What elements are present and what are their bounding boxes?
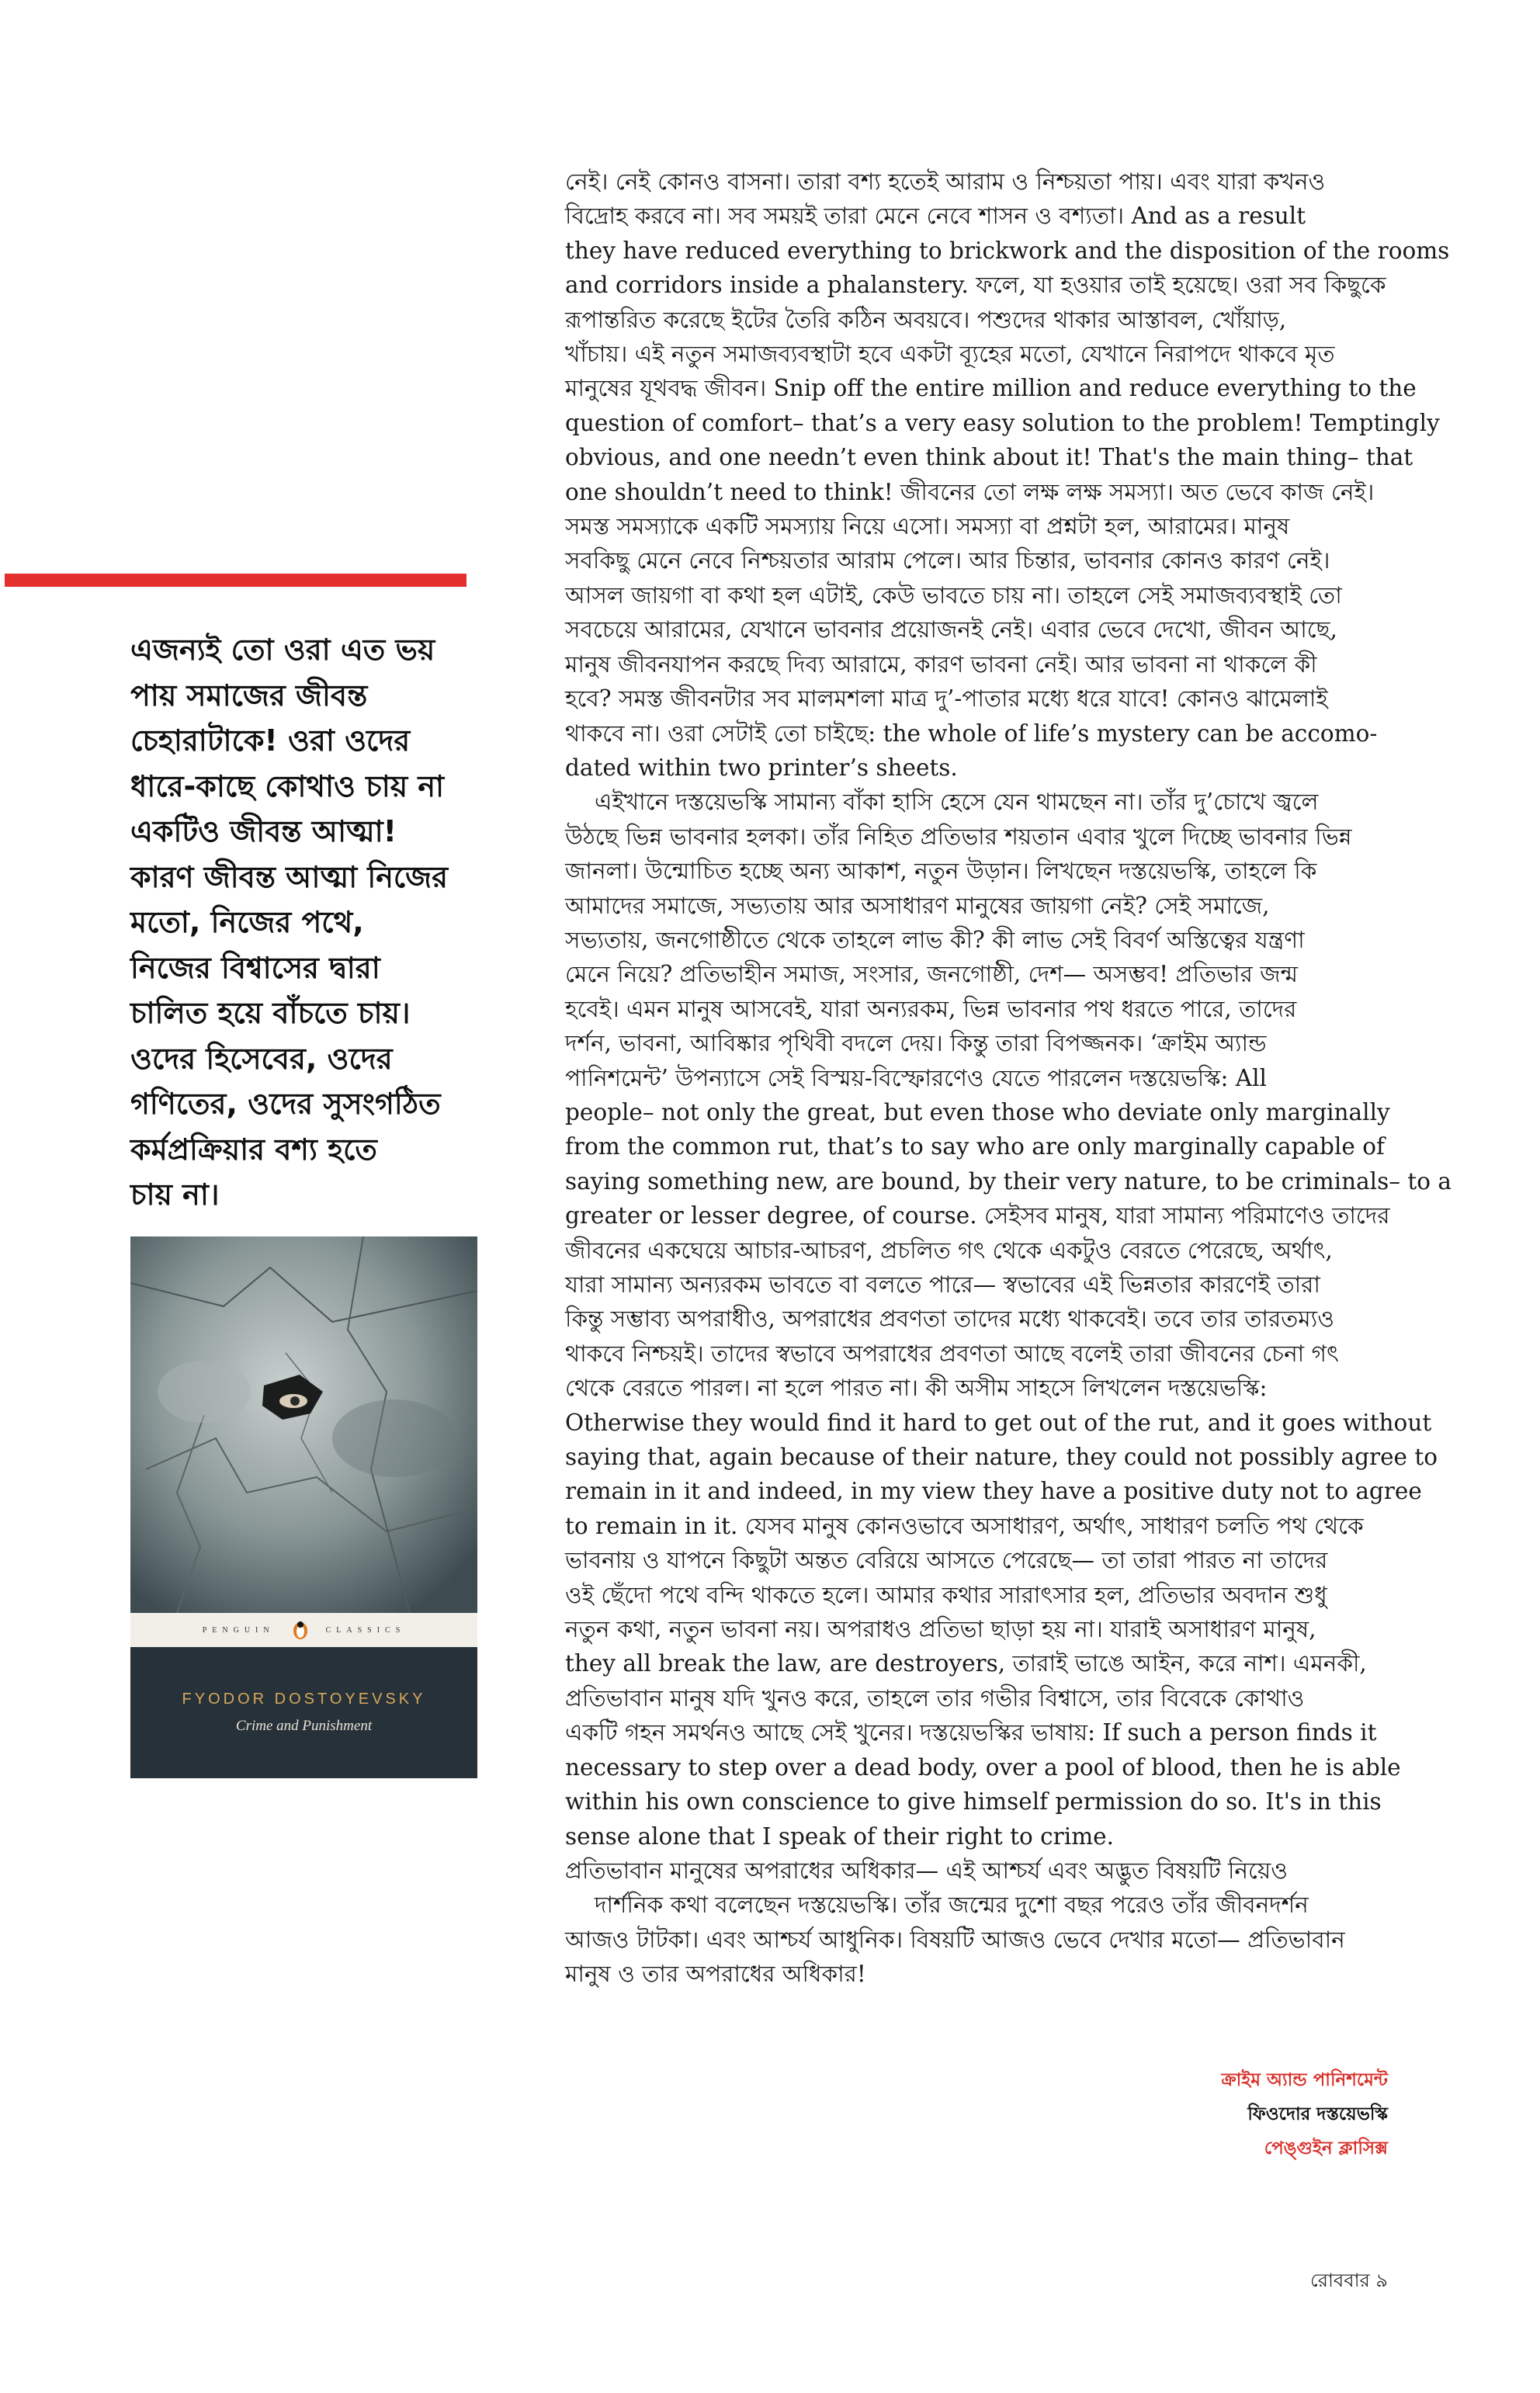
pull-quote (130, 627, 495, 1218)
credit-book-title: ক্রাইম অ্যান্ড পানিশমেন্ট (1221, 2070, 1388, 2090)
article-line: to remain in it. যেসব মানুষ কোনওভাবে অসাধারণ, অর্থাৎ, সাধারণ চলতি পথ থেকে (565, 1512, 1364, 1539)
article-line: আসল জায়গা বা কথা হল এটাই, কেউ ভাবতে চায় না। তাহলে সেই সমাজব্যবস্থাই তো (565, 581, 1342, 609)
article-line: they have reduced everything to brickwork and the disposition of the rooms (565, 237, 1450, 264)
article-line: saying that, again because of their nature, they could not possibly agree to (565, 1444, 1438, 1471)
article-line: saying something new, are bound, by their very nature, to be criminals– to a (565, 1167, 1452, 1195)
pull-quote-line: একটিও জীবন্ত আত্মা! (130, 814, 397, 848)
pull-quote-line: কারণ জীবন্ত আত্মা নিজের (130, 859, 449, 894)
article-line: dated within two printer’s sheets. (565, 754, 958, 781)
article-line: থেকে বেরতে পারল। না হলে পারত না। কী অসীম সাহসে লিখলেন দস্তয়েভস্কি: (565, 1375, 1268, 1402)
article-line: নেই। নেই কোনও বাসনা। তারা বশ্য হতেই আরাম ও নিশ্চয়তা পায়। এবং যারা কখনও (565, 168, 1326, 195)
article-line: they all break the law, are destroyers, তারাই ভাঙে আইন, করে নাশ। এমনকী, (565, 1650, 1367, 1677)
cover-series-band (130, 1613, 477, 1647)
article-line: যারা সামান্য অন্যরকম ভাবতে বা বলতে পারে— স্বভাবের এই ভিন্নতার কারণেই তারা (565, 1271, 1320, 1298)
article-line: ওই ছেঁদো পথে বন্দি থাকতে হলে। আমার কথার সারাৎসার হল, প্রতিভার অবদান শুধু (565, 1581, 1327, 1608)
article-line: মানুষ ও তার অপরাধের অধিকার! (565, 1961, 866, 1988)
article-line: প্রতিভাবান মানুষ যদি খুনও করে, তাহলে তার গভীর বিশ্বাসে, তার বিবেকে কোথাও (565, 1684, 1305, 1712)
article-line: sense alone that I speak of their right to crime. (565, 1822, 1115, 1850)
article-line: খাঁচায়। এই নতুন সমাজব্যবস্থাটা হবে একটা ব্যূহের মতো, যেখানে নিরাপদে থাকবে মৃত (565, 341, 1335, 368)
pull-quote-line: ওদের হিসেবের, ওদের (130, 1041, 393, 1076)
pull-quote-line: নিজের বিশ্বাসের দ্বারা (130, 950, 380, 985)
article-line: question of comfort– that’s a very easy solution to the problem! Temptingly (565, 409, 1440, 436)
cover-title: Crime and Punishment (235, 1718, 373, 1734)
pull-quote-line: চেহারাটাকে! ওরা ওদের (130, 723, 411, 758)
pull-quote-line: পায় সমাজের জীবন্ত (130, 678, 368, 713)
pull-quote-line: ধারে-কাছে কোথাও চায় না (130, 768, 445, 803)
book-cover-image (130, 1236, 477, 1778)
red-accent-rule (5, 574, 467, 587)
article-line: greater or lesser degree, of course. সেইসব মানুষ, যারা সামান্য পরিমাণেও তাদের (565, 1202, 1390, 1229)
article-body (565, 165, 1452, 1992)
article-line: দর্শন, ভাবনা, আবিষ্কার পৃথিবী বদলে দেয়। কিন্তু তারা বিপজ্জনক। ‘ক্রাইম অ্যান্ড (565, 1030, 1267, 1057)
article-line: and corridors inside a phalanstery. ফলে, যা হওয়ার তাই হয়েছে। ওরা সব কিছুকে (565, 272, 1386, 299)
article-line: মানুষের যূথবদ্ধ জীবন। Snip off the entire million and reduce everything to the (565, 375, 1417, 402)
cover-author: FYODOR DOSTOYEVSKY (182, 1691, 426, 1708)
article-line: আমাদের সমাজে, সভ্যতায় আর অসাধারণ মানুষের জায়গা নেই? সেই সমাজে, (565, 892, 1270, 919)
article-line: মানুষ জীবনযাপন করছে দিব্য আরামে, কারণ ভাবনা নেই। আর ভাবনা না থাকলে কী (565, 650, 1317, 678)
pull-quote-line: চালিত হয়ে বাঁচতে চায়। (130, 996, 411, 1030)
article-line: remain in it and indeed, in my view they have a positive duty not to agree (565, 1478, 1422, 1505)
article-line: একটি গহন সমর্থনও আছে সেই খুনের। দস্তয়েভস্কির ভাষায়: If such a person finds it (565, 1719, 1377, 1746)
cover-series-left: PENGUIN (202, 1625, 275, 1635)
article-line: বিদ্রোহ করবে না। সব সময়ই তারা মেনে নেবে শাসন ও বশ্যতা। And as a result (565, 203, 1306, 230)
article-line: one shouldn’t need to think! জীবনের তো লক্ষ লক্ষ সমস্যা। অত ভেবে কাজ নেই। (565, 478, 1375, 505)
article-line: necessary to step over a dead body, over a pool of blood, then he is able (565, 1753, 1401, 1781)
article-line: কিন্তু সম্ভাব্য অপরাধীও, অপরাধের প্রবণতা তাদের মধ্যে থাকবেই। তবে তার তারতম্যও (565, 1306, 1334, 1333)
article-line: উঠছে ভিন্ন ভাবনার হলকা। তাঁর নিহিত প্রতিভার শয়তান এবার খুলে দিচ্ছে ভাবনার ভিন্ন (565, 823, 1352, 850)
article-line: এইখানে দস্তয়েভস্কি সামান্য বাঁকা হাসি হেসে যেন থামছেন না। তাঁর দু’চোখে জ্বলে (595, 789, 1319, 816)
article-line: হবেই। এমন মানুষ আসবেই, যারা অন্যরকম, ভিন্ন ভাবনার পথ ধরতে পারে, তাদের (565, 995, 1297, 1022)
article-line: নতুন কথা, নতুন ভাবনা নয়। অপরাধও প্রতিভা ছাড়া হয় না। যারাই অসাধারণ মানুষ, (565, 1616, 1316, 1643)
article-line: people– not only the great, but even those who deviate only marginally (565, 1098, 1390, 1125)
article-line: Otherwise they would find it hard to get out of the rut, and it goes without (565, 1409, 1432, 1436)
article-line: সবচেয়ে আরামের, যেখানে ভাবনার প্রয়োজনই নেই। এবার ভেবে দেখো, জীবন আছে, (565, 616, 1337, 643)
cover-series-right: CLASSICS (325, 1625, 406, 1635)
article-line: পানিশমেন্ট’ উপন্যাসে সেই বিস্ময়-বিস্ফোরণেও যেতে পারলেন দস্তয়েভস্কি: All (565, 1064, 1267, 1091)
article-line: from the common rut, that’s to say who are only marginally capable of (565, 1133, 1385, 1160)
article-line: obvious, and one needn’t even think about it! That's the main thing– that (565, 444, 1413, 471)
cover-artwork (130, 1236, 477, 1613)
pull-quote-line: চায় না। (130, 1177, 220, 1212)
article-line: আজও টাটকা। এবং আশ্চর্য আধুনিক। বিষয়টি আজও ভেবে দেখার মতো— প্রতিভাবান (565, 1926, 1345, 1953)
article-line: থাকবে না। ওরা সেটাই তো চাইছে: the whole of life’s mystery can be accomo- (565, 720, 1378, 747)
article-line: জানলা। উন্মোচিত হচ্ছে অন্য আকাশ, নতুন উড়ান। লিখছেন দস্তয়েভস্কি, তাহলে কি (565, 858, 1317, 885)
article-line: সভ্যতায়, জনগোষ্ঠীতে থেকে তাহলে লাভ কী? কী লাভ সেই বিবর্ণ অস্তিত্বের যন্ত্রণা (565, 926, 1305, 953)
article-line: প্রতিভাবান মানুষের অপরাধের অধিকার— এই আশ্চর্য এবং অদ্ভুত বিষয়টি নিয়েও (565, 1857, 1288, 1884)
article-line: হবে? সমস্ত জীবনটার সব মালমশলা মাত্র দু’-পাতার মধ্যে ধরে যাবে! কোনও ঝামেলাই (565, 685, 1328, 713)
pull-quote-line: এজন্যই তো ওরা এত ভয় (130, 633, 435, 667)
book-credits (1221, 2063, 1388, 2166)
credit-author: ফিওদোর দস্তয়েভস্কি (1247, 2104, 1388, 2124)
article-line: within his own conscience to give himself permission do so. It's in this (565, 1788, 1382, 1816)
pull-quote-line: গণিতের, ওদের সুসংগঠিত (130, 1087, 441, 1121)
article-line: সমস্ত সমস্যাকে একটি সমস্যায় নিয়ে এসো। সমস্যা বা প্রশ্নটা হল, আরামের। মানুষ (565, 513, 1290, 540)
page-footer: রোববার ৯ (1310, 2270, 1388, 2291)
article-line: দার্শনিক কথা বলেছেন দস্তয়েভস্কি। তাঁর জন্মের দুশো বছর পরেও তাঁর জীবনদর্শন (595, 1892, 1309, 1919)
credit-publisher: পেঙ্গুইন ক্লাসিক্স (1264, 2138, 1388, 2159)
cover-title-panel (130, 1647, 477, 1778)
article-line: রূপান্তরিত করেছে ইটের তৈরি কঠিন অবয়বে। পশুদের থাকার আস্তাবল, খোঁয়াড়, (565, 306, 1287, 333)
article-line: সবকিছু মেনে নেবে নিশ্চয়তার আরাম পেলে। আর চিন্তার, ভাবনার কোনও কারণ নেই। (565, 547, 1330, 574)
pull-quote-line: মতো, নিজের পথে, (130, 905, 364, 939)
article-line: থাকবে নিশ্চয়ই। তাদের স্বভাবে অপরাধের প্রবণতা আছে বলেই তারা জীবনের চেনা গৎ (565, 1340, 1339, 1367)
article-line: ভাবনায় ও যাপনে কিছুটা অন্তত বেরিয়ে আসতে পেরেছে— তা তারা পারত না তাদের (565, 1547, 1328, 1574)
article-line: মেনে নিয়ে? প্রতিভাহীন সমাজ, সংসার, জনগোষ্ঠী, দেশ— অসম্ভব! প্রতিভার জন্ম (565, 961, 1298, 988)
article-line: জীবনের একঘেয়ে আচার-আচরণ, প্রচলিত গৎ থেকে একটুও বেরতে পেরেছে, অর্থাৎ, (565, 1236, 1333, 1264)
pull-quote-line: কর্মপ্রক্রিয়ার বশ্য হতে (130, 1132, 377, 1167)
penguin-logo-icon (292, 1620, 309, 1640)
